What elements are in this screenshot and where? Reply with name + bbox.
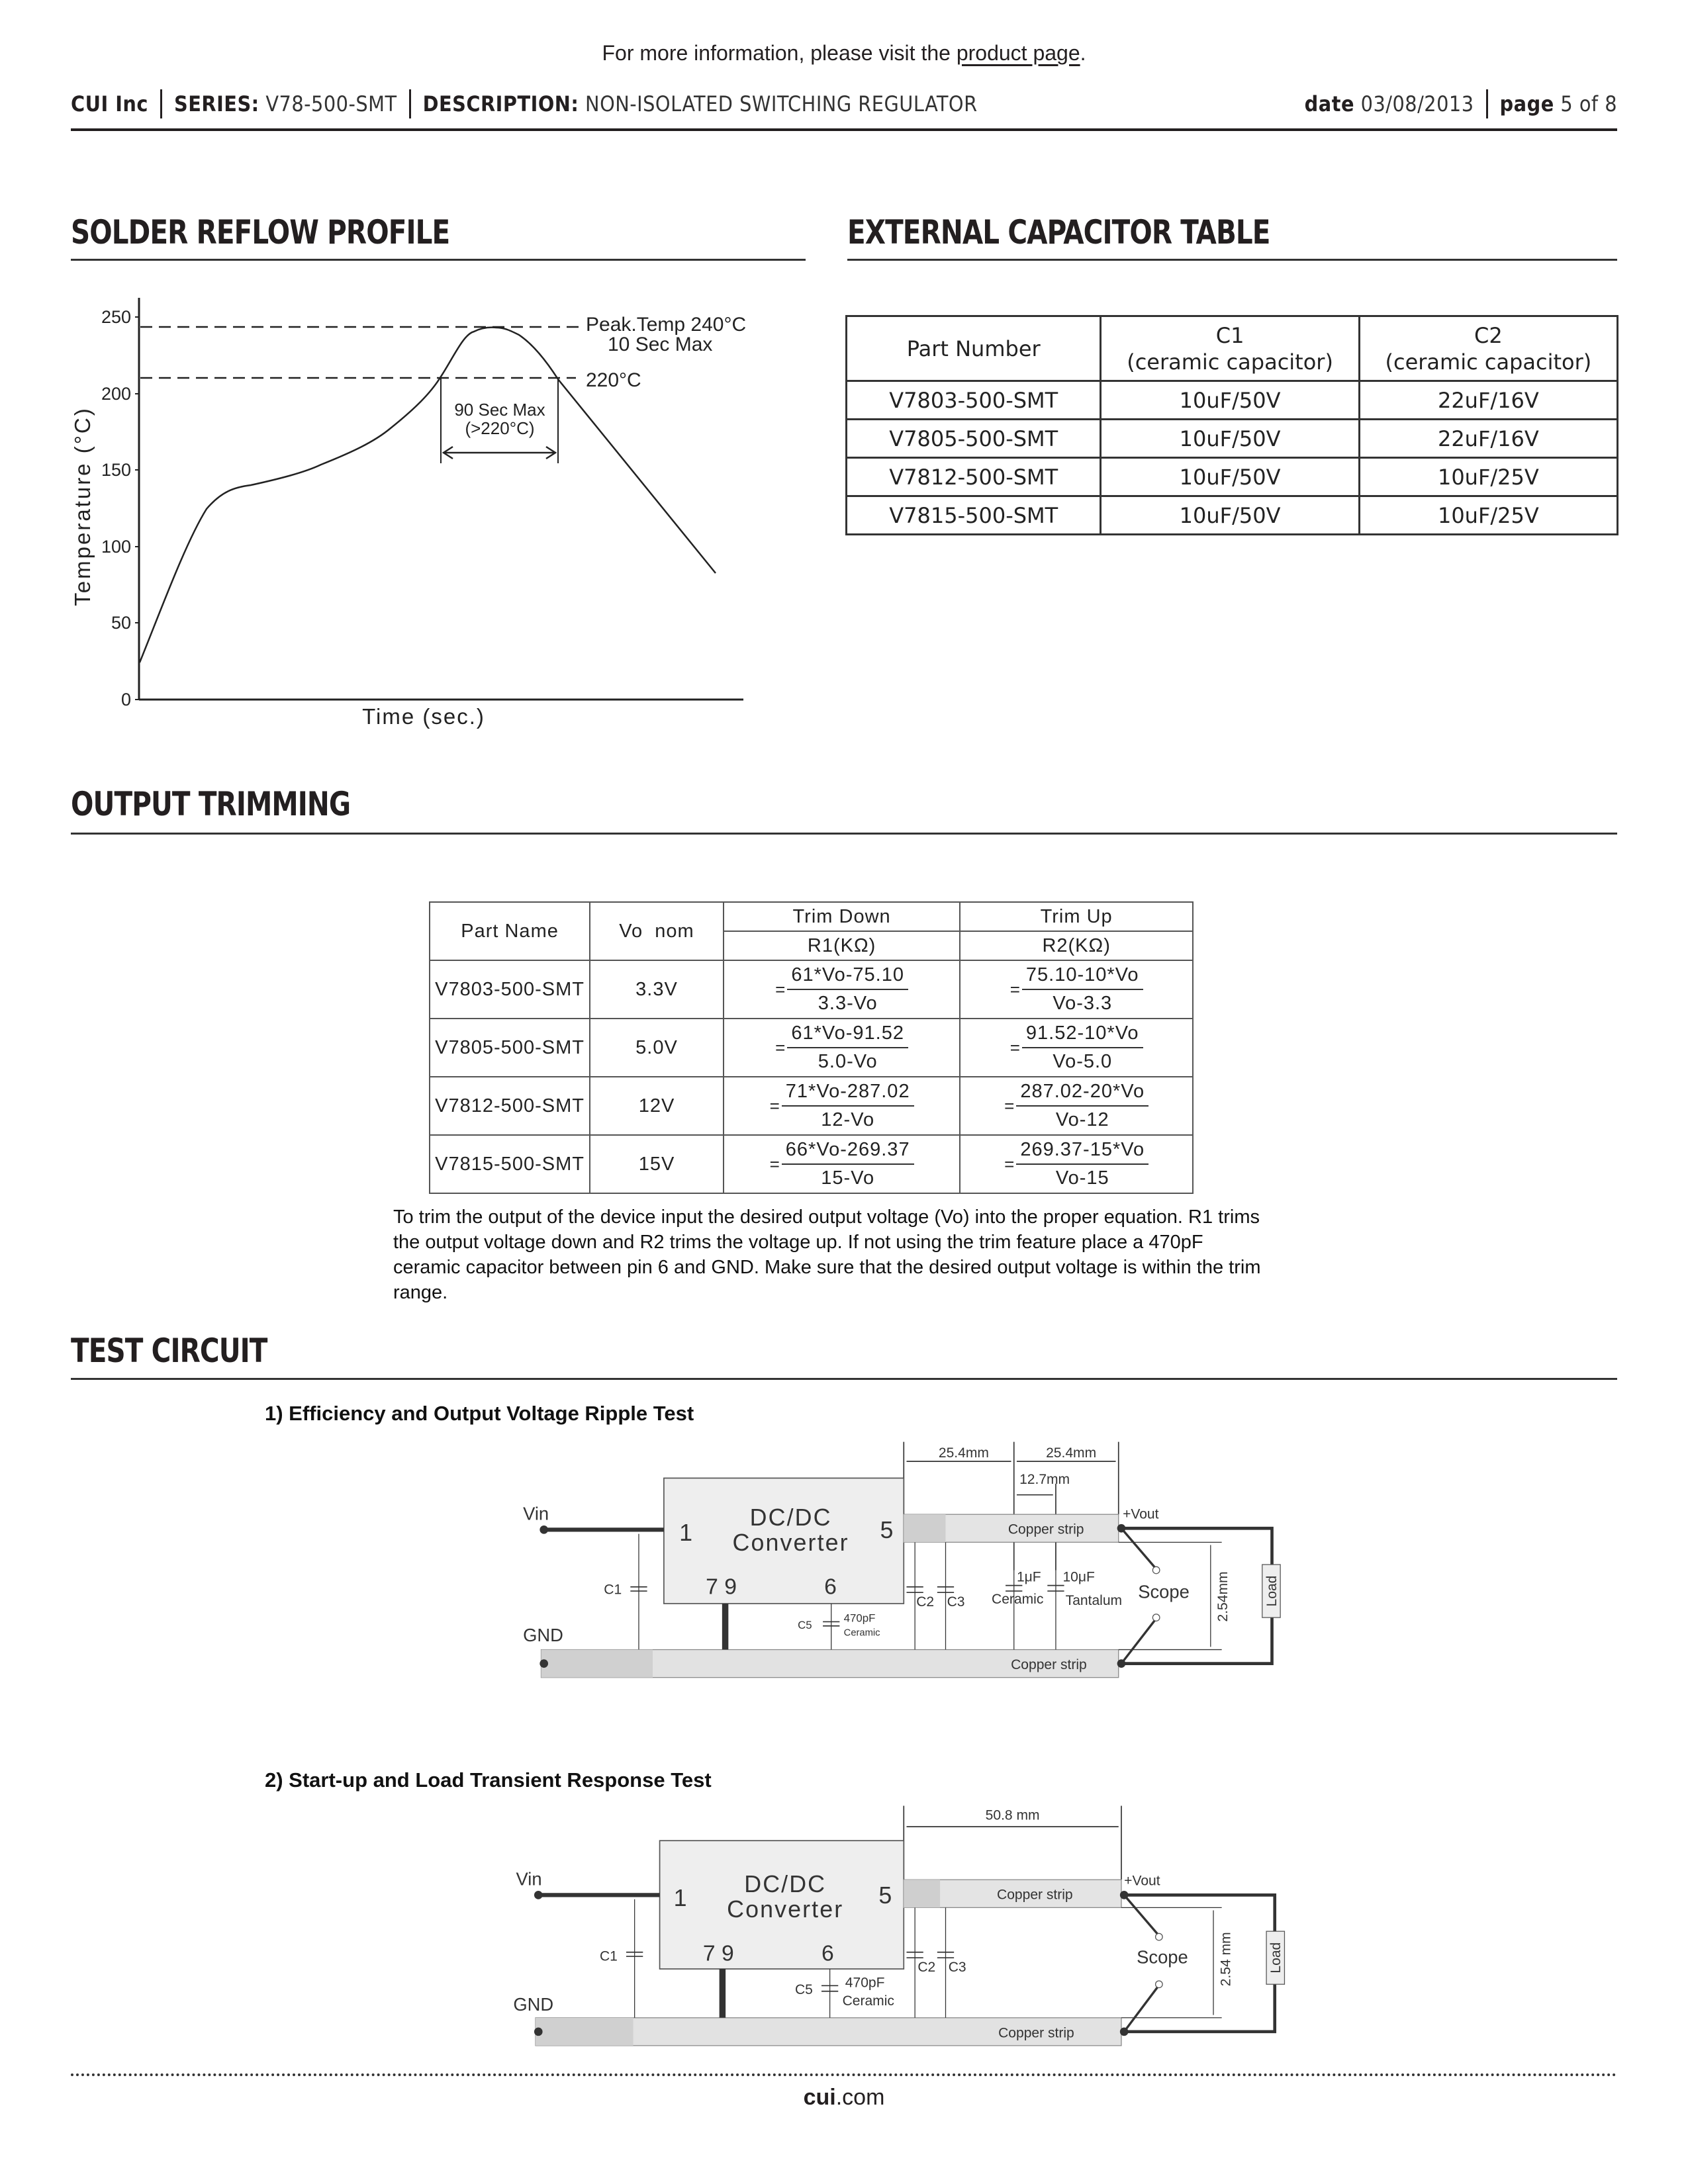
footer-rule [71, 2073, 1617, 2076]
svg-text:C2: C2 [916, 1594, 935, 1610]
svg-text:C2: C2 [917, 1960, 936, 1976]
col-header-part-name: Part Name [430, 902, 590, 960]
r1-formula: = $\frac{61*Vo-75.10}{3.3-Vo}$ [775, 964, 908, 1015]
svg-text:470pF: 470pF [843, 1612, 876, 1625]
r1-formula: = $\frac{66*Vo-269.37}{15-Vo}$ [770, 1139, 914, 1189]
svg-text:GND: GND [523, 1624, 563, 1645]
table-row: V7812-500-SMT 10uF/50V 10uF/25V [847, 458, 1618, 496]
svg-text:0: 0 [120, 690, 131, 709]
svg-text:Ceramic: Ceramic [842, 1993, 894, 2009]
svg-text:C5: C5 [798, 1618, 812, 1631]
svg-text:Converter: Converter [727, 1896, 844, 1923]
page-label: page [1499, 91, 1554, 116]
peak-time-label: 10 Sec Max [608, 334, 713, 355]
table-row: V7803-500-SMT 3.3V = $\frac{61*Vo-75.10}{3.3-Vo}$ = $\frac{75.10-10*Vo}{Vo-3.3}$ [430, 960, 1193, 1019]
section-title-solder-reflow: SOLDER REFLOW PROFILE [71, 213, 450, 251]
svg-text:7 9: 7 9 [702, 1940, 734, 1966]
svg-text:1: 1 [673, 1885, 687, 1912]
col-header-c2: C2 (ceramic capacitor) [1359, 316, 1617, 381]
svg-text:1: 1 [679, 1520, 692, 1547]
col-header-trim-up: Trim Up [960, 902, 1193, 931]
svg-text:Load: Load [1268, 1942, 1284, 1974]
svg-text:Tantalum: Tantalum [1065, 1593, 1123, 1609]
table-row: V7815-500-SMT 10uF/50V 10uF/25V [847, 496, 1618, 535]
svg-text:C1: C1 [604, 1582, 622, 1598]
svg-text:6: 6 [821, 1940, 834, 1966]
col-header-vo-nom: Vo nom [590, 902, 724, 960]
svg-text:200: 200 [101, 384, 131, 404]
svg-text:Scope: Scope [1138, 1581, 1190, 1602]
table-row: V7805-500-SMT 5.0V = $\frac{61*Vo-91.52}{5.0-Vo}$ = $\frac{91.52-10*Vo}{Vo-5.0}$ [430, 1019, 1193, 1077]
note-prefix: For more information, please visit the [602, 41, 957, 65]
svg-text:25.4mm: 25.4mm [938, 1445, 989, 1461]
svg-text:GND: GND [513, 1994, 554, 2015]
r1-formula: = $\frac{61*Vo-91.52}{5.0-Vo}$ [775, 1023, 908, 1073]
r2-formula: = $\frac{287.02-20*Vo}{Vo-12}$ [1004, 1081, 1149, 1131]
section-title-output-trimming: OUTPUT TRIMMING [71, 785, 351, 823]
peak-temp-label: Peak.Temp 240°C [586, 314, 747, 336]
svg-text:C5: C5 [794, 1981, 813, 1997]
note-suffix: . [1080, 41, 1086, 65]
description-value: NON-ISOLATED SWITCHING REGULATOR [585, 91, 978, 116]
svg-text:DC/DC: DC/DC [744, 1871, 827, 1898]
date-label: date [1304, 91, 1354, 116]
footer-website[interactable]: cui.com [803, 2085, 885, 2110]
series-label: SERIES: [173, 91, 259, 116]
svg-text:10μF: 10μF [1062, 1569, 1095, 1585]
page-number: 5 of 8 [1560, 91, 1617, 116]
r2-formula: = $\frac{75.10-10*Vo}{Vo-3.3}$ [1010, 964, 1143, 1015]
svg-text:C3: C3 [948, 1960, 966, 1976]
svg-text:Converter: Converter [732, 1529, 849, 1556]
svg-text:250: 250 [101, 307, 131, 327]
svg-text:50.8 mm: 50.8 mm [985, 1807, 1040, 1823]
svg-text:5: 5 [878, 1882, 892, 1909]
table-row: V7815-500-SMT 15V = $\frac{66*Vo-269.37}{15-Vo}$ = $\frac{269.37-15*Vo}{Vo-15}$ [430, 1135, 1193, 1193]
span-label: 90 Sec Max [454, 400, 545, 420]
description-label: DESCRIPTION: [422, 91, 579, 116]
company-name: CUI Inc [71, 91, 148, 116]
svg-text:Scope: Scope [1137, 1946, 1188, 1968]
col-header-r2: R2(KΩ) [960, 931, 1193, 960]
svg-text:Vin: Vin [523, 1503, 549, 1524]
svg-text:2.54mm: 2.54mm [1215, 1571, 1231, 1622]
trim-instructions: To trim the output of the device input the desired output voltage (Vo) into the proper equation. R1 trims the output voltage down and R2 trims the voltage up. If not using the trim feature place a 470pF ceramic capacitor between pin 6 and GND. Make sure that the desired output voltage is within the trim range. [393, 1206, 1261, 1303]
svg-text:100: 100 [101, 537, 131, 557]
svg-text:7 9: 7 9 [706, 1574, 737, 1600]
test-2-title: 2) Start-up and Load Transient Response Test [265, 1768, 712, 1792]
x-axis-label: Time (sec.) [362, 704, 485, 729]
svg-text:50: 50 [111, 613, 131, 633]
svg-text:Load: Load [1264, 1575, 1280, 1607]
svg-text:25.4mm: 25.4mm [1046, 1445, 1097, 1461]
svg-text:1μF: 1μF [1016, 1569, 1041, 1585]
span-sublabel: (>220°C) [465, 418, 535, 438]
y-axis-label: Temperature (°C) [70, 406, 95, 606]
table-row: V7805-500-SMT 10uF/50V 22uF/16V [847, 420, 1618, 458]
svg-text:Vin: Vin [516, 1868, 542, 1889]
date-value: 03/08/2013 [1360, 91, 1474, 116]
svg-text:Copper strip: Copper strip [1011, 1657, 1087, 1673]
col-header-r1: R1(KΩ) [724, 931, 960, 960]
section-title-external-capacitor: EXTERNAL CAPACITOR TABLE [847, 213, 1270, 251]
product-page-link[interactable]: product page [956, 41, 1080, 65]
svg-text:Copper strip: Copper strip [997, 1887, 1073, 1903]
section-title-test-circuit: TEST CIRCUIT [71, 1332, 267, 1370]
svg-text:150: 150 [101, 460, 131, 480]
svg-text:2.54 mm: 2.54 mm [1218, 1932, 1234, 1987]
r2-formula: = $\frac{91.52-10*Vo}{Vo-5.0}$ [1010, 1023, 1143, 1073]
table-row: V7812-500-SMT 12V = $\frac{71*Vo-287.02}{12-Vo}$ = $\frac{287.02-20*Vo}{Vo-12}$ [430, 1077, 1193, 1135]
svg-text:Ceramic: Ceramic [992, 1592, 1044, 1608]
col-header-c1: C1 (ceramic capacitor) [1101, 316, 1359, 381]
220-label: 220°C [586, 369, 641, 391]
table-row: V7803-500-SMT 10uF/50V 22uF/16V [847, 381, 1618, 420]
svg-text:Ceramic: Ceramic [843, 1627, 880, 1639]
svg-text:DC/DC: DC/DC [749, 1504, 832, 1531]
r1-formula: = $\frac{71*Vo-287.02}{12-Vo}$ [770, 1081, 914, 1131]
svg-text:C3: C3 [947, 1594, 965, 1610]
svg-text:Copper strip: Copper strip [998, 2025, 1074, 2041]
svg-text:+Vout: +Vout [1124, 1873, 1160, 1889]
svg-text:5: 5 [880, 1517, 894, 1544]
svg-text:+Vout: +Vout [1123, 1506, 1159, 1522]
col-header-part-number: Part Number [847, 316, 1101, 381]
svg-text:Copper strip: Copper strip [1008, 1522, 1084, 1537]
series-value: V78-500-SMT [265, 91, 397, 116]
r2-formula: = $\frac{269.37-15*Vo}{Vo-15}$ [1004, 1139, 1149, 1189]
svg-text:470pF: 470pF [845, 1975, 885, 1991]
col-header-trim-down: Trim Down [724, 902, 960, 931]
svg-text:C1: C1 [599, 1948, 618, 1964]
svg-text:12.7mm: 12.7mm [1019, 1471, 1070, 1487]
test-1-title: 1) Efficiency and Output Voltage Ripple Test [265, 1402, 694, 1425]
svg-text:6: 6 [824, 1574, 837, 1600]
